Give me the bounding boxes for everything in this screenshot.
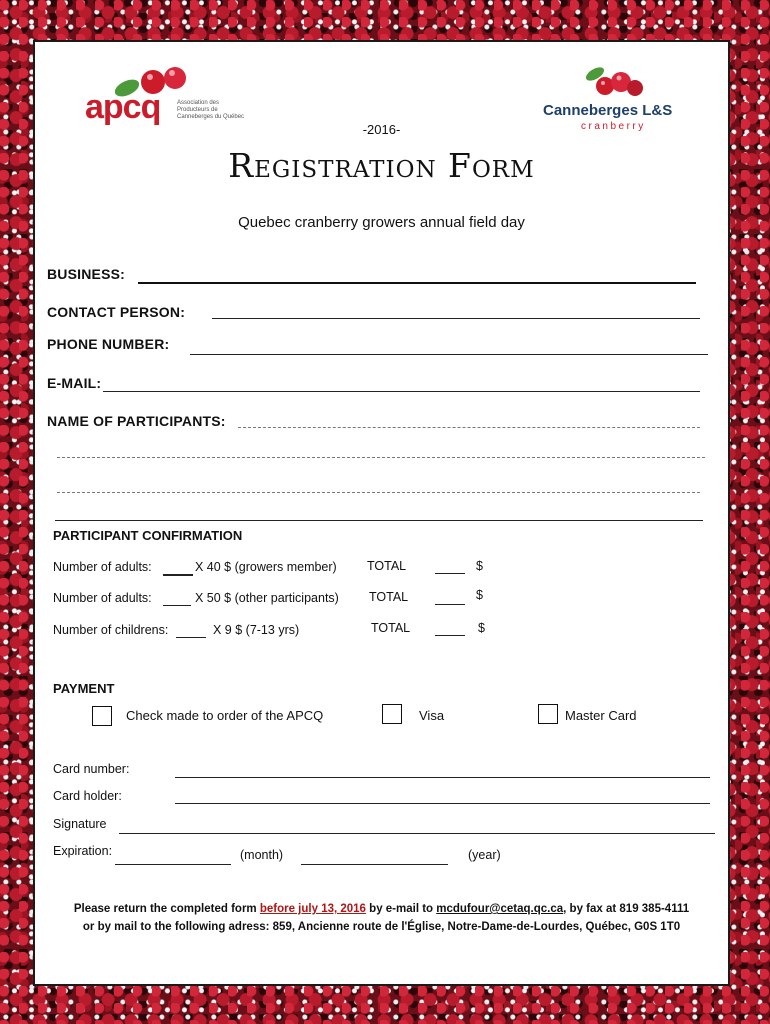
participants-field-1[interactable]	[238, 427, 700, 428]
children-count-field[interactable]	[176, 637, 206, 638]
adults-member-total-label: TOTAL	[367, 559, 407, 573]
card-holder-label: Card holder:	[53, 789, 122, 803]
deadline-link[interactable]: before july 13, 2016	[259, 903, 366, 915]
signature-label: Signature	[53, 817, 107, 831]
expiration-month-field[interactable]	[115, 864, 231, 865]
canneberges-logo-subtitle: cranberry	[581, 121, 646, 132]
contact-email-link[interactable]: mcdufour@cetaq.qc.ca	[436, 903, 564, 915]
children-currency: $	[478, 621, 485, 635]
adults-member-price: X 40 $ (growers member)	[195, 560, 337, 574]
business-label: BUSINESS:	[47, 266, 126, 282]
contact-person-field[interactable]	[212, 318, 700, 319]
adults-other-count-field[interactable]	[163, 605, 191, 606]
apcq-logo-text: apcq	[85, 88, 161, 126]
children-total-field[interactable]	[435, 635, 465, 636]
contact-person-label: CONTACT PERSON:	[47, 304, 186, 320]
adults-other-total-field[interactable]	[435, 604, 465, 605]
adults-other-total-label: TOTAL	[369, 590, 409, 604]
children-price: X 9 $ (7-13 yrs)	[213, 623, 300, 637]
expiration-year-label: (year)	[468, 848, 501, 862]
check-payment-checkbox[interactable]	[92, 706, 112, 726]
mastercard-label: Master Card	[565, 708, 637, 723]
confirmation-heading: PARTICIPANT CONFIRMATION	[53, 528, 243, 543]
adults-member-count-field[interactable]	[163, 574, 193, 576]
email-field[interactable]	[103, 391, 700, 392]
page-subtitle: Quebec cranberry growers annual field day	[238, 214, 525, 231]
visa-label: Visa	[419, 708, 445, 723]
canneberges-logo-title: Canneberges L&S	[543, 102, 673, 119]
phone-number-field[interactable]	[190, 354, 708, 355]
expiration-year-field[interactable]	[301, 864, 448, 865]
card-holder-field[interactable]	[175, 803, 710, 804]
apcq-logo-subtext: Association des Producteurs de Canneberges du Québec	[177, 100, 245, 120]
adults-other-currency: $	[476, 588, 483, 602]
card-number-field[interactable]	[175, 777, 710, 778]
payment-heading: PAYMENT	[53, 681, 115, 696]
adults-member-currency: $	[476, 559, 483, 573]
fax-text: , by fax at 819 385-4111	[563, 903, 690, 915]
adults-other-price: X 50 $ (other participants)	[195, 591, 339, 605]
registration-form-page	[33, 40, 730, 986]
adults-other-label: Number of adults:	[53, 591, 152, 605]
phone-number-label: PHONE NUMBER:	[47, 336, 170, 352]
signature-field[interactable]	[119, 833, 715, 834]
children-label: Number of childrens:	[53, 623, 169, 637]
section-divider	[55, 520, 703, 521]
return-instructions	[35, 903, 728, 915]
children-total-label: TOTAL	[371, 621, 411, 635]
participants-field-2[interactable]	[57, 457, 705, 458]
participants-field-3[interactable]	[57, 492, 700, 493]
return-instructions-text: Please return the completed form	[73, 903, 260, 915]
mailing-address: or by mail to the following adress: 859, Ancienne route de l'Église, Notre-Dame-de-Lourdes, Québec, G0S 1T0	[82, 921, 681, 933]
adults-member-label: Number of adults:	[53, 560, 152, 574]
expiration-month-label: (month)	[240, 848, 284, 862]
card-number-label: Card number:	[53, 762, 130, 776]
participants-label: NAME OF PARTICIPANTS:	[47, 413, 226, 429]
email-label: E-MAIL:	[47, 375, 102, 391]
adults-member-total-field[interactable]	[435, 573, 465, 574]
expiration-label: Expiration:	[53, 844, 113, 858]
mastercard-checkbox[interactable]	[538, 704, 558, 724]
business-field[interactable]	[138, 282, 696, 284]
return-email-text: by e-mail to	[365, 903, 437, 915]
year-label: -2016-	[362, 122, 401, 137]
page-title: Registration Form	[228, 146, 535, 185]
cranberry-cluster-icon	[583, 60, 653, 100]
visa-checkbox[interactable]	[382, 704, 402, 724]
check-payment-label: Check made to order of the APCQ	[126, 708, 324, 723]
